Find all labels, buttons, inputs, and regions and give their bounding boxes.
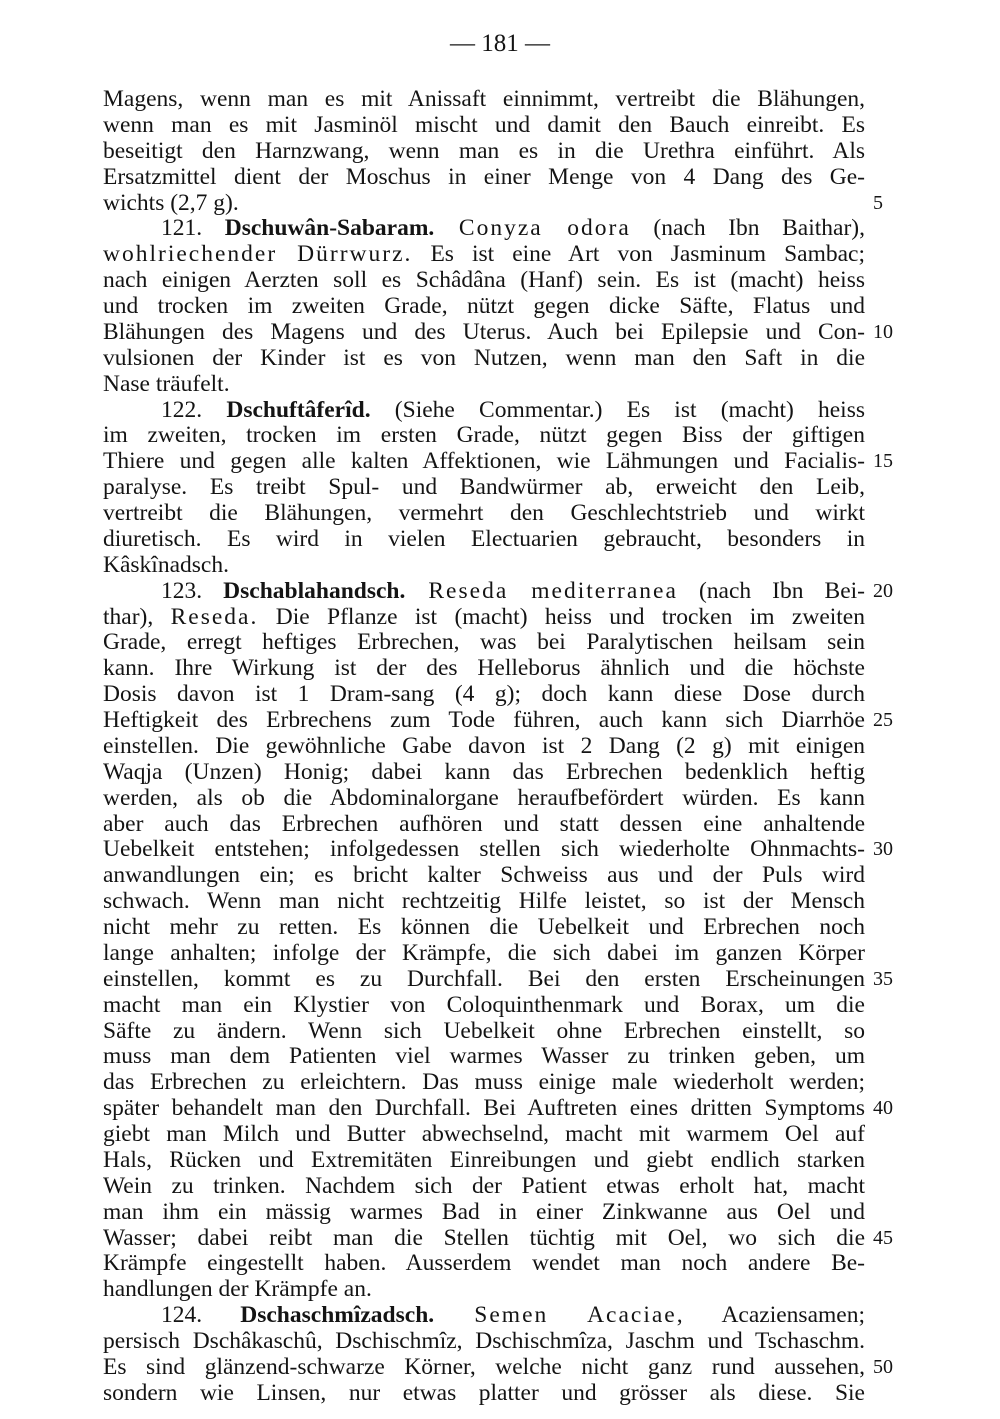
entry-number: 122. bbox=[161, 396, 227, 423]
line-number: 25 bbox=[873, 709, 893, 731]
text-line bbox=[103, 965, 893, 993]
text-line bbox=[103, 87, 865, 113]
line-text: diuretisch. Es wird in vielen Electuarien gebraucht, besonders in bbox=[103, 525, 865, 552]
text-line bbox=[103, 423, 865, 449]
text-line bbox=[103, 527, 865, 553]
line-number: 5 bbox=[873, 191, 883, 214]
line-text: macht man ein Klystier von Coloquinthenmark und Borax, um die bbox=[103, 991, 865, 1018]
text-line bbox=[103, 836, 893, 863]
line-text: persisch Dschâkaschû, Dschischmîz, Dschischmîza, Jaschm und Tschaschm. bbox=[103, 1328, 865, 1354]
line-text: (nach Ibn Baithar), bbox=[630, 215, 865, 242]
text-line bbox=[103, 294, 865, 320]
line-text: anwandlungen ein; es bricht kalter Schweiss aus und der Puls wird bbox=[103, 862, 865, 889]
text-line bbox=[103, 372, 865, 398]
line-text: Ersatzmittel dient der Moschus in einer Menge von 4 Dang des Ge- bbox=[103, 163, 865, 190]
line-text: vulsionen der Kinder ist es von Nutzen, wenn man den Saft in die bbox=[103, 344, 865, 371]
text-line bbox=[103, 189, 883, 217]
text-line bbox=[103, 863, 865, 889]
line-text: man ihm ein mässig warmes Bad in einer Zinkwanne aus Oel und bbox=[103, 1198, 865, 1225]
line-text: Acaziensamen; bbox=[684, 1302, 865, 1329]
line-text: giebt man Milch und Butter abwechselnd, macht mit warmem Oel auf bbox=[103, 1121, 865, 1147]
text-line bbox=[103, 1329, 865, 1355]
text-line bbox=[103, 1251, 865, 1277]
line-text: handlungen der Krämpfe an. bbox=[103, 1276, 372, 1303]
text-line bbox=[103, 1381, 865, 1407]
text-line bbox=[103, 242, 865, 268]
line-text: kann. Ihre Wirkung ist der des Helleborus ähnlich und die höchste bbox=[103, 655, 865, 682]
text-line bbox=[103, 448, 893, 475]
spaced-term: wohlriechender Dürrwurz. bbox=[103, 241, 413, 268]
line-number: 45 bbox=[873, 1226, 893, 1249]
line-text: Waqja (Unzen) Honig; dabei kann das Erbrechen bedenklich heftig bbox=[103, 758, 865, 785]
line-text: einstellen. Die gewöhnliche Gabe davon ist 2 Dang (2 g) mit einigen bbox=[103, 732, 865, 759]
text-line bbox=[103, 1174, 865, 1200]
text-line bbox=[103, 346, 865, 372]
text-body bbox=[103, 86, 893, 1407]
spaced-term: Reseda. bbox=[170, 603, 259, 630]
line-text: Säfte zu ändern. Wenn sich Uebelkeit ohne Erbrechen einstellt, so bbox=[103, 1017, 865, 1044]
text-line bbox=[103, 475, 865, 501]
line-text: aber auch das Erbrechen aufhören und statt dessen eine anhaltende bbox=[103, 810, 865, 837]
line-text: Krämpfe eingestellt haben. Ausserdem wendet man noch andere Be- bbox=[103, 1250, 865, 1277]
text-line bbox=[103, 1200, 865, 1226]
spaced-term: Semen Acaciae, bbox=[434, 1302, 685, 1329]
line-text: Wein zu trinken. Nachdem sich der Patient etwas erholt hat, macht bbox=[103, 1172, 865, 1199]
line-text: im zweiten, trocken im ersten Grade, nützt gegen Biss der giftigen bbox=[103, 422, 865, 449]
line-text: Dosis davon ist 1 Dram-sang (4 g); doch kann diese Dose durch bbox=[103, 681, 865, 708]
text-line bbox=[103, 707, 893, 734]
entry-headword: Dschaschmîzadsch. bbox=[240, 1302, 435, 1329]
text-line bbox=[103, 1148, 865, 1174]
line-text: das Erbrechen zu erleichtern. Das muss einige male wiederholt werden; bbox=[103, 1069, 865, 1096]
line-text: Die Pflanze ist (macht) heiss und trocken im zweiten bbox=[258, 603, 865, 630]
line-text: (nach Ibn Bei- bbox=[677, 577, 865, 604]
line-text: beseitigt den Harnzwang, wenn man es in die Urethra einführt. Als bbox=[103, 137, 865, 164]
line-text: Nase träufelt. bbox=[103, 370, 230, 397]
text-line bbox=[103, 786, 865, 812]
text-line bbox=[103, 1303, 865, 1329]
line-number: 10 bbox=[873, 320, 893, 343]
line-text: Es ist eine Art von Jasminum Sambac; bbox=[412, 241, 865, 268]
text-line bbox=[103, 165, 865, 191]
line-text: Grade, erregt heftiges Erbrechen, was bei Paralytischen heilsam sein bbox=[103, 629, 865, 656]
line-number: 40 bbox=[873, 1097, 893, 1120]
text-line bbox=[103, 318, 893, 346]
line-text: thar), bbox=[103, 603, 171, 630]
text-line bbox=[103, 656, 865, 682]
text-line bbox=[103, 113, 865, 139]
line-number: 30 bbox=[873, 838, 893, 861]
entry-number: 123. bbox=[161, 577, 224, 604]
line-number: 20 bbox=[873, 579, 893, 602]
text-line bbox=[103, 760, 865, 786]
line-text: Thiere und gegen alle kalten Affektionen, wie Lähmungen und Facialis- bbox=[103, 448, 865, 475]
line-text: (Siehe Commentar.) Es ist (macht) heiss bbox=[370, 396, 866, 423]
line-text: Wasser; dabei reibt man die Stellen tüchtig mit Oel, wo sich die bbox=[103, 1224, 865, 1251]
text-line bbox=[103, 139, 865, 165]
entry-headword: Dschuwân-Sabaram. bbox=[224, 215, 435, 242]
line-text: paralyse. Es treibt Spul- und Bandwürmer ab, erweicht den Leib, bbox=[103, 474, 865, 501]
text-line bbox=[103, 1224, 893, 1252]
text-line bbox=[103, 501, 865, 527]
line-text: lange anhalten; infolge der Krämpfe, die sich dabei im ganzen Körper bbox=[103, 939, 865, 966]
line-text: später behandelt man den Durchfall. Bei Auftreten eines dritten Symptoms bbox=[103, 1095, 865, 1122]
line-number: 15 bbox=[873, 450, 893, 473]
line-number: 35 bbox=[873, 967, 893, 990]
line-text: einstellen, kommt es zu Durchfall. Bei den ersten Erscheinungen bbox=[103, 965, 865, 992]
line-number: 50 bbox=[873, 1355, 893, 1378]
line-text: werden, als ob die Abdominalorgane heraufbefördert würden. Es kann bbox=[103, 784, 865, 811]
line-text: wichts (2,7 g). bbox=[103, 189, 239, 216]
text-line bbox=[103, 734, 865, 760]
line-text: Hals, Rücken und Extremitäten Einreibungen und giebt endlich starken bbox=[103, 1146, 865, 1173]
line-text: wenn man es mit Jasminöl mischt und damit den Bauch einreibt. Es bbox=[103, 111, 865, 138]
page-number: — 181 — bbox=[450, 30, 550, 57]
spaced-term: Reseda mediterranea bbox=[405, 577, 678, 604]
text-line bbox=[103, 941, 865, 967]
text-line bbox=[103, 1019, 865, 1045]
spaced-term: Conyza odora bbox=[434, 215, 631, 242]
line-text: Uebelkeit entstehen; infolgedessen stellen sich wiederholte Ohnmachts- bbox=[103, 836, 865, 863]
line-text: Heftigkeit des Erbrechens zum Tode führen, auch kann sich Diarrhöe bbox=[103, 707, 865, 733]
text-line bbox=[103, 398, 865, 424]
line-text: nach einigen Aerzten soll es Schâdâna (Hanf) sein. Es ist (macht) heiss bbox=[103, 267, 865, 294]
text-line bbox=[103, 1095, 893, 1122]
entry-number: 124. bbox=[161, 1302, 241, 1329]
text-line bbox=[103, 915, 865, 941]
text-line bbox=[103, 812, 865, 838]
entry-number: 121. bbox=[161, 215, 225, 242]
line-text: Kâskînadsch. bbox=[103, 551, 229, 578]
text-line bbox=[103, 993, 865, 1019]
text-line bbox=[103, 1122, 865, 1148]
text-line bbox=[103, 682, 865, 708]
line-text: Es sind glänzend-schwarze Körner, welche nicht ganz rund aussehen, bbox=[103, 1353, 865, 1380]
entry-headword: Dschablahandsch. bbox=[223, 577, 406, 604]
text-line bbox=[103, 268, 865, 294]
entry-headword: Dschuftâferîd. bbox=[226, 396, 371, 423]
text-line bbox=[103, 1070, 865, 1096]
text-line bbox=[103, 1044, 865, 1070]
text-line bbox=[103, 216, 865, 242]
line-text: sondern wie Linsen, nur etwas platter und grösser als diese. Sie bbox=[103, 1379, 865, 1406]
line-text: vertreibt die Blähungen, vermehrt den Geschlechtstrieb und wirkt bbox=[103, 500, 865, 526]
line-text: muss man dem Patienten viel warmes Wasser zu trinken geben, um bbox=[103, 1043, 865, 1070]
line-text: nicht mehr zu retten. Es können die Uebelkeit und Erbrechen noch bbox=[103, 914, 865, 940]
text-line bbox=[103, 889, 865, 915]
text-line bbox=[103, 553, 865, 579]
text-line bbox=[103, 1353, 893, 1381]
line-text: Magens, wenn man es mit Anissaft einnimmt, vertreibt die Blähungen, bbox=[103, 86, 865, 112]
line-text: schwach. Wenn man nicht rechtzeitig Hilfe leistet, so ist der Mensch bbox=[103, 888, 865, 915]
text-line bbox=[103, 630, 865, 656]
text-line bbox=[103, 577, 893, 605]
text-line bbox=[103, 605, 865, 631]
line-text: Blähungen des Magens und des Uterus. Auch bei Epilepsie und Con- bbox=[103, 318, 865, 345]
text-line bbox=[103, 1277, 865, 1303]
line-text: und trocken im zweiten Grade, nützt gegen dicke Säfte, Flatus und bbox=[103, 293, 865, 319]
